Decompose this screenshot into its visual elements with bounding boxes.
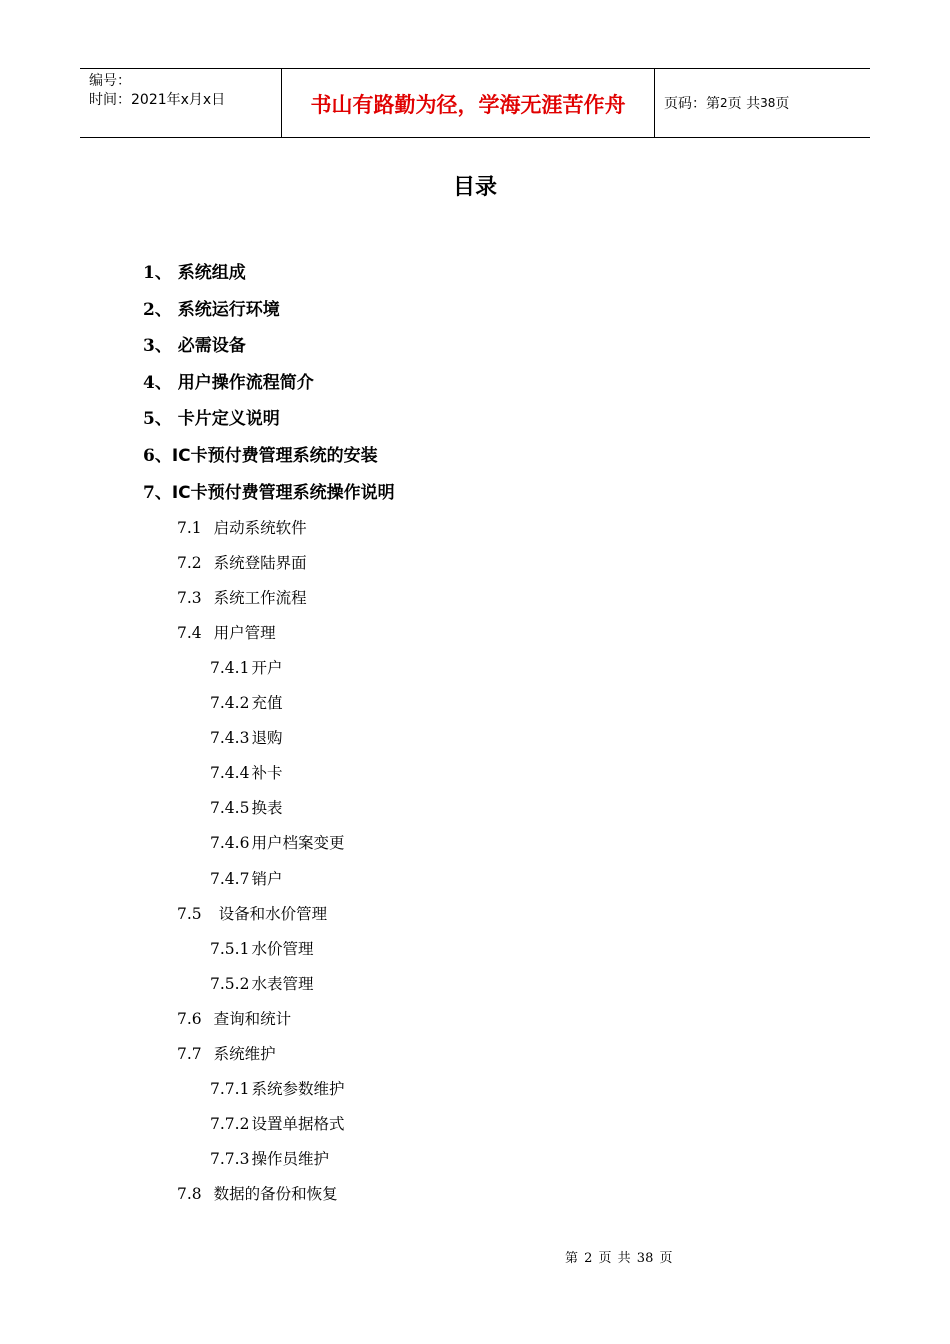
- toc-entry[interactable]: [143, 478, 395, 503]
- toc-subsection-number: 7.4.4: [210, 764, 250, 782]
- toc-entry-number: 1、: [143, 263, 172, 283]
- toc-subsection-number: 7.4.2: [210, 694, 250, 712]
- toc-subsection[interactable]: [177, 1182, 338, 1204]
- toc-subsection-label: 系统参数维护: [251, 1080, 345, 1098]
- toc-subsubsection[interactable]: [210, 937, 313, 959]
- page-footer: 第 2 页 共 38 页: [565, 1251, 673, 1266]
- toc-subsection-number: 7.2: [177, 554, 202, 572]
- toc-subsection-number: 7.7: [177, 1045, 202, 1063]
- toc-subsection[interactable]: [177, 902, 327, 924]
- toc-subsection-label: 启动系统软件: [213, 519, 307, 537]
- toc-entry-number: 6、: [143, 446, 172, 466]
- page-title: 目录: [452, 175, 497, 200]
- page-total: 38: [760, 96, 776, 110]
- toc-subsection-number: 7.4.6: [210, 834, 250, 852]
- toc-subsection-number: 7.5: [177, 905, 202, 923]
- toc-subsection-label: 用户管理: [213, 624, 276, 642]
- toc-entry-label: 用户操作流程简介: [171, 373, 314, 393]
- toc-subsection-number: 7.7.1: [210, 1080, 250, 1098]
- toc-subsubsection[interactable]: [210, 726, 282, 748]
- page-label: 页码：第: [664, 96, 720, 112]
- toc-subsection-number: 7.4.3: [210, 729, 250, 747]
- toc-subsection-number: 7.7.2: [210, 1115, 250, 1133]
- toc-subsubsection[interactable]: [210, 1147, 329, 1169]
- toc-subsubsection[interactable]: [210, 691, 282, 713]
- toc-subsection[interactable]: [177, 551, 307, 573]
- toc-subsection-number: 7.5.2: [210, 975, 250, 993]
- time-label: 时间：2021年x月x日: [89, 92, 226, 108]
- toc-subsubsection[interactable]: [210, 656, 282, 678]
- toc-subsection-number: 7.1: [177, 519, 202, 537]
- page-number: 2: [720, 96, 728, 110]
- header-motto: 书山有路勤为径，学海无涯苦作舟: [282, 69, 655, 137]
- page-end: 页: [775, 96, 790, 112]
- toc-subsection-number: 7.3: [177, 589, 202, 607]
- toc-subsection[interactable]: [177, 1007, 291, 1029]
- toc-subsection-label: 开户: [251, 659, 283, 677]
- toc-subsection[interactable]: [177, 586, 307, 608]
- toc-entry[interactable]: [143, 295, 280, 320]
- toc-subsection-label: 系统维护: [213, 1045, 276, 1063]
- toc-subsection-number: 7.8: [177, 1185, 202, 1203]
- toc-subsubsection[interactable]: [210, 796, 282, 818]
- toc-subsection[interactable]: [177, 516, 307, 538]
- toc-entry-label: 系统组成: [171, 263, 246, 283]
- toc-entry[interactable]: [143, 258, 246, 283]
- toc-entry[interactable]: [143, 404, 280, 429]
- toc-entry-label: IC卡预付费管理系统的安装: [171, 446, 378, 466]
- toc-subsection-label: 水价管理: [251, 940, 314, 958]
- toc-subsection-label: 销户: [251, 870, 283, 888]
- toc-subsection-label: 设备和水价管理: [218, 905, 328, 923]
- toc-subsection-label: 操作员维护: [251, 1150, 329, 1168]
- toc-subsection-number: 7.7.3: [210, 1150, 250, 1168]
- page-header: [80, 68, 870, 138]
- toc-subsection-label: 系统工作流程: [213, 589, 307, 607]
- toc-subsubsection[interactable]: [210, 972, 313, 994]
- toc-entry-label: 系统运行环境: [171, 300, 280, 320]
- toc-entry-number: 3、: [143, 336, 172, 356]
- toc-subsection[interactable]: [177, 1042, 276, 1064]
- header-page-info: [655, 69, 870, 137]
- toc-subsection-label: 用户档案变更: [251, 834, 345, 852]
- toc-entry-label: 卡片定义说明: [171, 409, 280, 429]
- toc-subsubsection[interactable]: [210, 761, 282, 783]
- serial-label: 编号：: [89, 73, 131, 89]
- toc-entry-number: 7、: [143, 483, 172, 503]
- toc-subsection-label: 换表: [251, 799, 283, 817]
- toc-subsection-label: 设置单据格式: [251, 1115, 345, 1133]
- page-mid: 页 共: [727, 96, 761, 112]
- toc-subsection-label: 数据的备份和恢复: [213, 1185, 338, 1203]
- header-meta-cell: [80, 69, 282, 137]
- toc-subsection-number: 7.4.7: [210, 870, 250, 888]
- toc-subsubsection[interactable]: [210, 1077, 344, 1099]
- toc-entry[interactable]: [143, 331, 246, 356]
- toc-entry[interactable]: [143, 368, 314, 393]
- toc-subsection-label: 水表管理: [251, 975, 314, 993]
- toc-entry-number: 5、: [143, 409, 172, 429]
- toc-entry[interactable]: [143, 441, 378, 466]
- toc-subsection-number: 7.6: [177, 1010, 202, 1028]
- toc-subsection-number: 7.4.5: [210, 799, 250, 817]
- toc-subsection-number: 7.4: [177, 624, 202, 642]
- toc-subsection-label: 退购: [251, 729, 283, 747]
- toc-subsection-label: 补卡: [251, 764, 283, 782]
- toc-subsection-number: 7.4.1: [210, 659, 250, 677]
- toc-subsection-number: 7.5.1: [210, 940, 250, 958]
- toc-subsubsection[interactable]: [210, 1112, 344, 1134]
- toc-entry-label: 必需设备: [171, 336, 246, 356]
- toc-subsection[interactable]: [177, 621, 276, 643]
- toc-subsection-label: 系统登陆界面: [213, 554, 307, 572]
- toc-entry-number: 2、: [143, 300, 172, 320]
- toc-subsubsection[interactable]: [210, 867, 282, 889]
- toc-entry-label: IC卡预付费管理系统操作说明: [171, 483, 395, 503]
- toc-subsection-label: 查询和统计: [213, 1010, 292, 1028]
- toc-subsubsection[interactable]: [210, 831, 344, 853]
- toc-entry-number: 4、: [143, 373, 172, 393]
- toc-subsection-label: 充值: [251, 694, 283, 712]
